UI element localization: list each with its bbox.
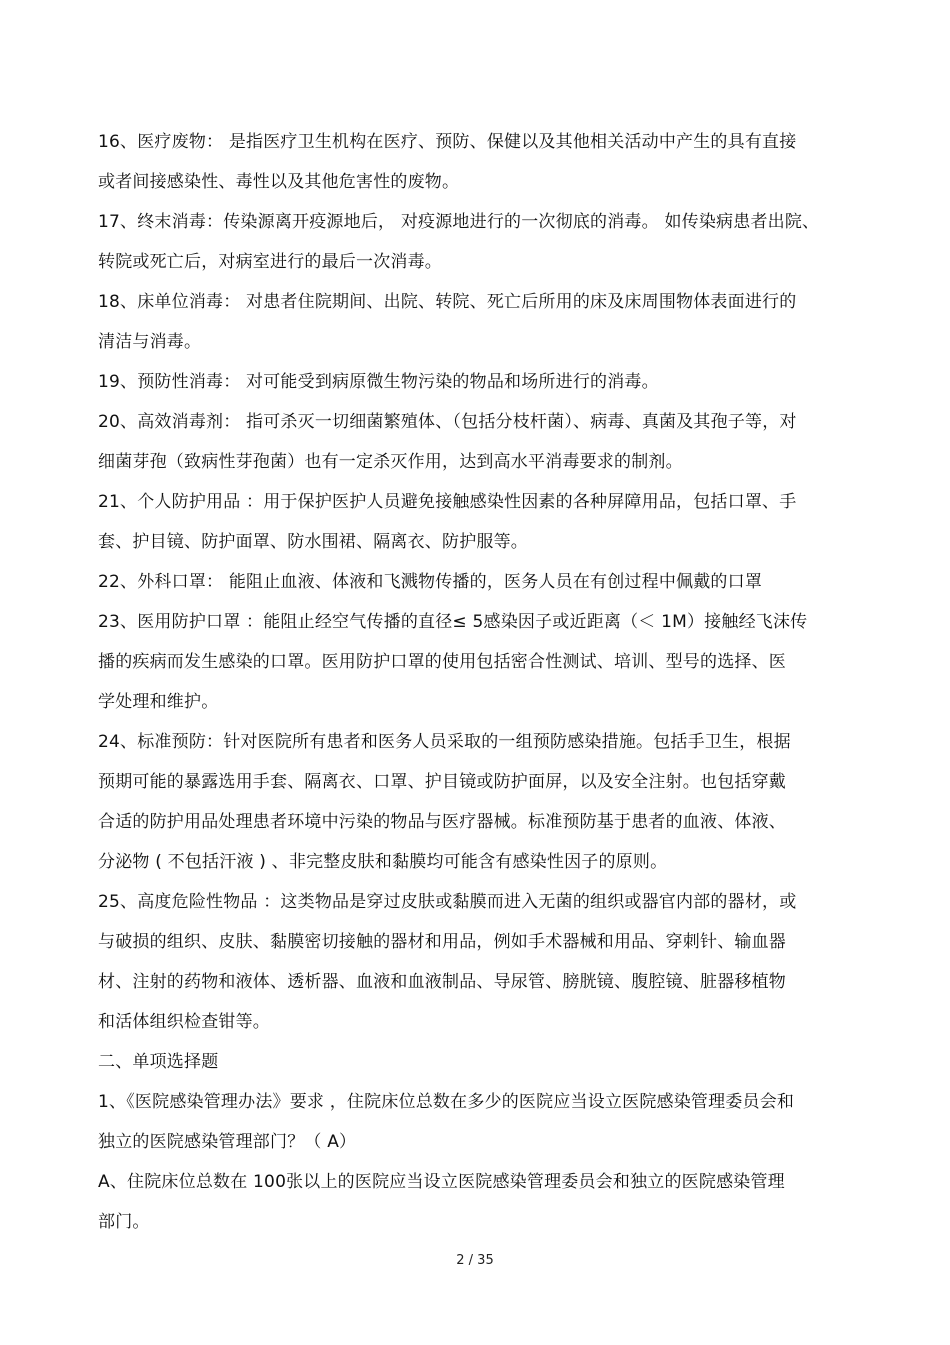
- text-line: 分泌物 ( 不包括汗液 ) 、非完整皮肤和黏膜均可能含有感染性因子的原则。: [98, 852, 668, 872]
- text-line: 套、护目镜、防护面罩、防水围裙、隔离衣、防护服等。: [98, 532, 528, 552]
- page-number: 2 / 35: [456, 1253, 494, 1268]
- text-line: 细菌芽孢（致病性芽孢菌）也有一定杀灭作用，达到高水平消毒要求的制剂。: [98, 452, 683, 472]
- text-line: 和活体组织检查钳等。: [98, 1012, 270, 1032]
- text-line: 21、个人防护用品 ：用于保护医护人员避免接触感染性因素的各种屏障用品，包括口罩、手: [98, 492, 797, 512]
- text-line: 18、床单位消毒： 对患者住院期间、出院、转院、死亡后所用的床及床周围物体表面进行的: [98, 292, 797, 312]
- text-line: 19、预防性消毒： 对可能受到病原微生物污染的物品和场所进行的消毒。: [98, 372, 659, 392]
- text-line: 转院或死亡后，对病室进行的最后一次消毒。: [98, 252, 442, 272]
- text-line: 或者间接感染性、毒性以及其他危害性的废物。: [98, 172, 460, 192]
- text-line: 预期可能的暴露选用手套、隔离衣、口罩、护目镜或防护面屏，以及安全注射。也包括穿戴: [98, 772, 786, 792]
- text-line: 22、外科口罩： 能阻止血液、体液和飞溅物传播的，医务人员在有创过程中佩戴的口罩: [98, 572, 763, 592]
- text-line: 23、医用防护口罩 ：能阻止经空气传播的直径≤ 5感染因子或近距离（＜ 1M）接触经飞沫传: [98, 612, 808, 632]
- text-line: 清洁与消毒。: [98, 332, 202, 352]
- text-line: 16、医疗废物： 是指医疗卫生机构在医疗、预防、保健以及其他相关活动中产生的具有直接: [98, 132, 797, 152]
- section-heading: 二、单项选择题: [98, 1052, 219, 1072]
- text-line: 合适的防护用品处理患者环境中污染的物品与医疗器械。标准预防基于患者的血液、体液、: [98, 812, 786, 832]
- text-line: 与破损的组织、皮肤、黏膜密切接触的器材和用品，例如手术器械和用品、穿刺针、输血器: [98, 932, 786, 952]
- text-line: 25、高度危险性物品 ：这类物品是穿过皮肤或黏膜而进入无菌的组织或器官内部的器材，或: [98, 892, 797, 912]
- question-text: 独立的医院感染管理部门？（ A）: [98, 1132, 357, 1152]
- question-text: 1、《医院感染管理办法》要求 ，住院床位总数在多少的医院应当设立医院感染管理委员会和: [98, 1092, 795, 1112]
- text-line: 17、终末消毒：传染源离开疫源地后， 对疫源地进行的一次彻底的消毒。 如传染病患者出院、: [98, 212, 820, 232]
- text-line: 播的疾病而发生感染的口罩。医用防护口罩的使用包括密合性测试、培训、型号的选择、医: [98, 652, 786, 672]
- text-line: 20、高效消毒剂： 指可杀灭一切细菌繁殖体、（包括分枝杆菌）、病毒、真菌及其孢子等，对: [98, 412, 797, 432]
- text-line: 学处理和维护。: [98, 692, 219, 712]
- answer-option: 部门。: [98, 1212, 150, 1232]
- text-line: 24、标准预防：针对医院所有患者和医务人员采取的一组预防感染措施。包括手卫生，根据: [98, 732, 791, 752]
- text-line: 材、注射的药物和液体、透析器、血液和血液制品、导尿管、膀胱镜、腹腔镜、脏器移植物: [98, 972, 786, 992]
- answer-option: A、住院床位总数在 100张以上的医院应当设立医院感染管理委员会和独立的医院感染管理: [98, 1172, 785, 1192]
